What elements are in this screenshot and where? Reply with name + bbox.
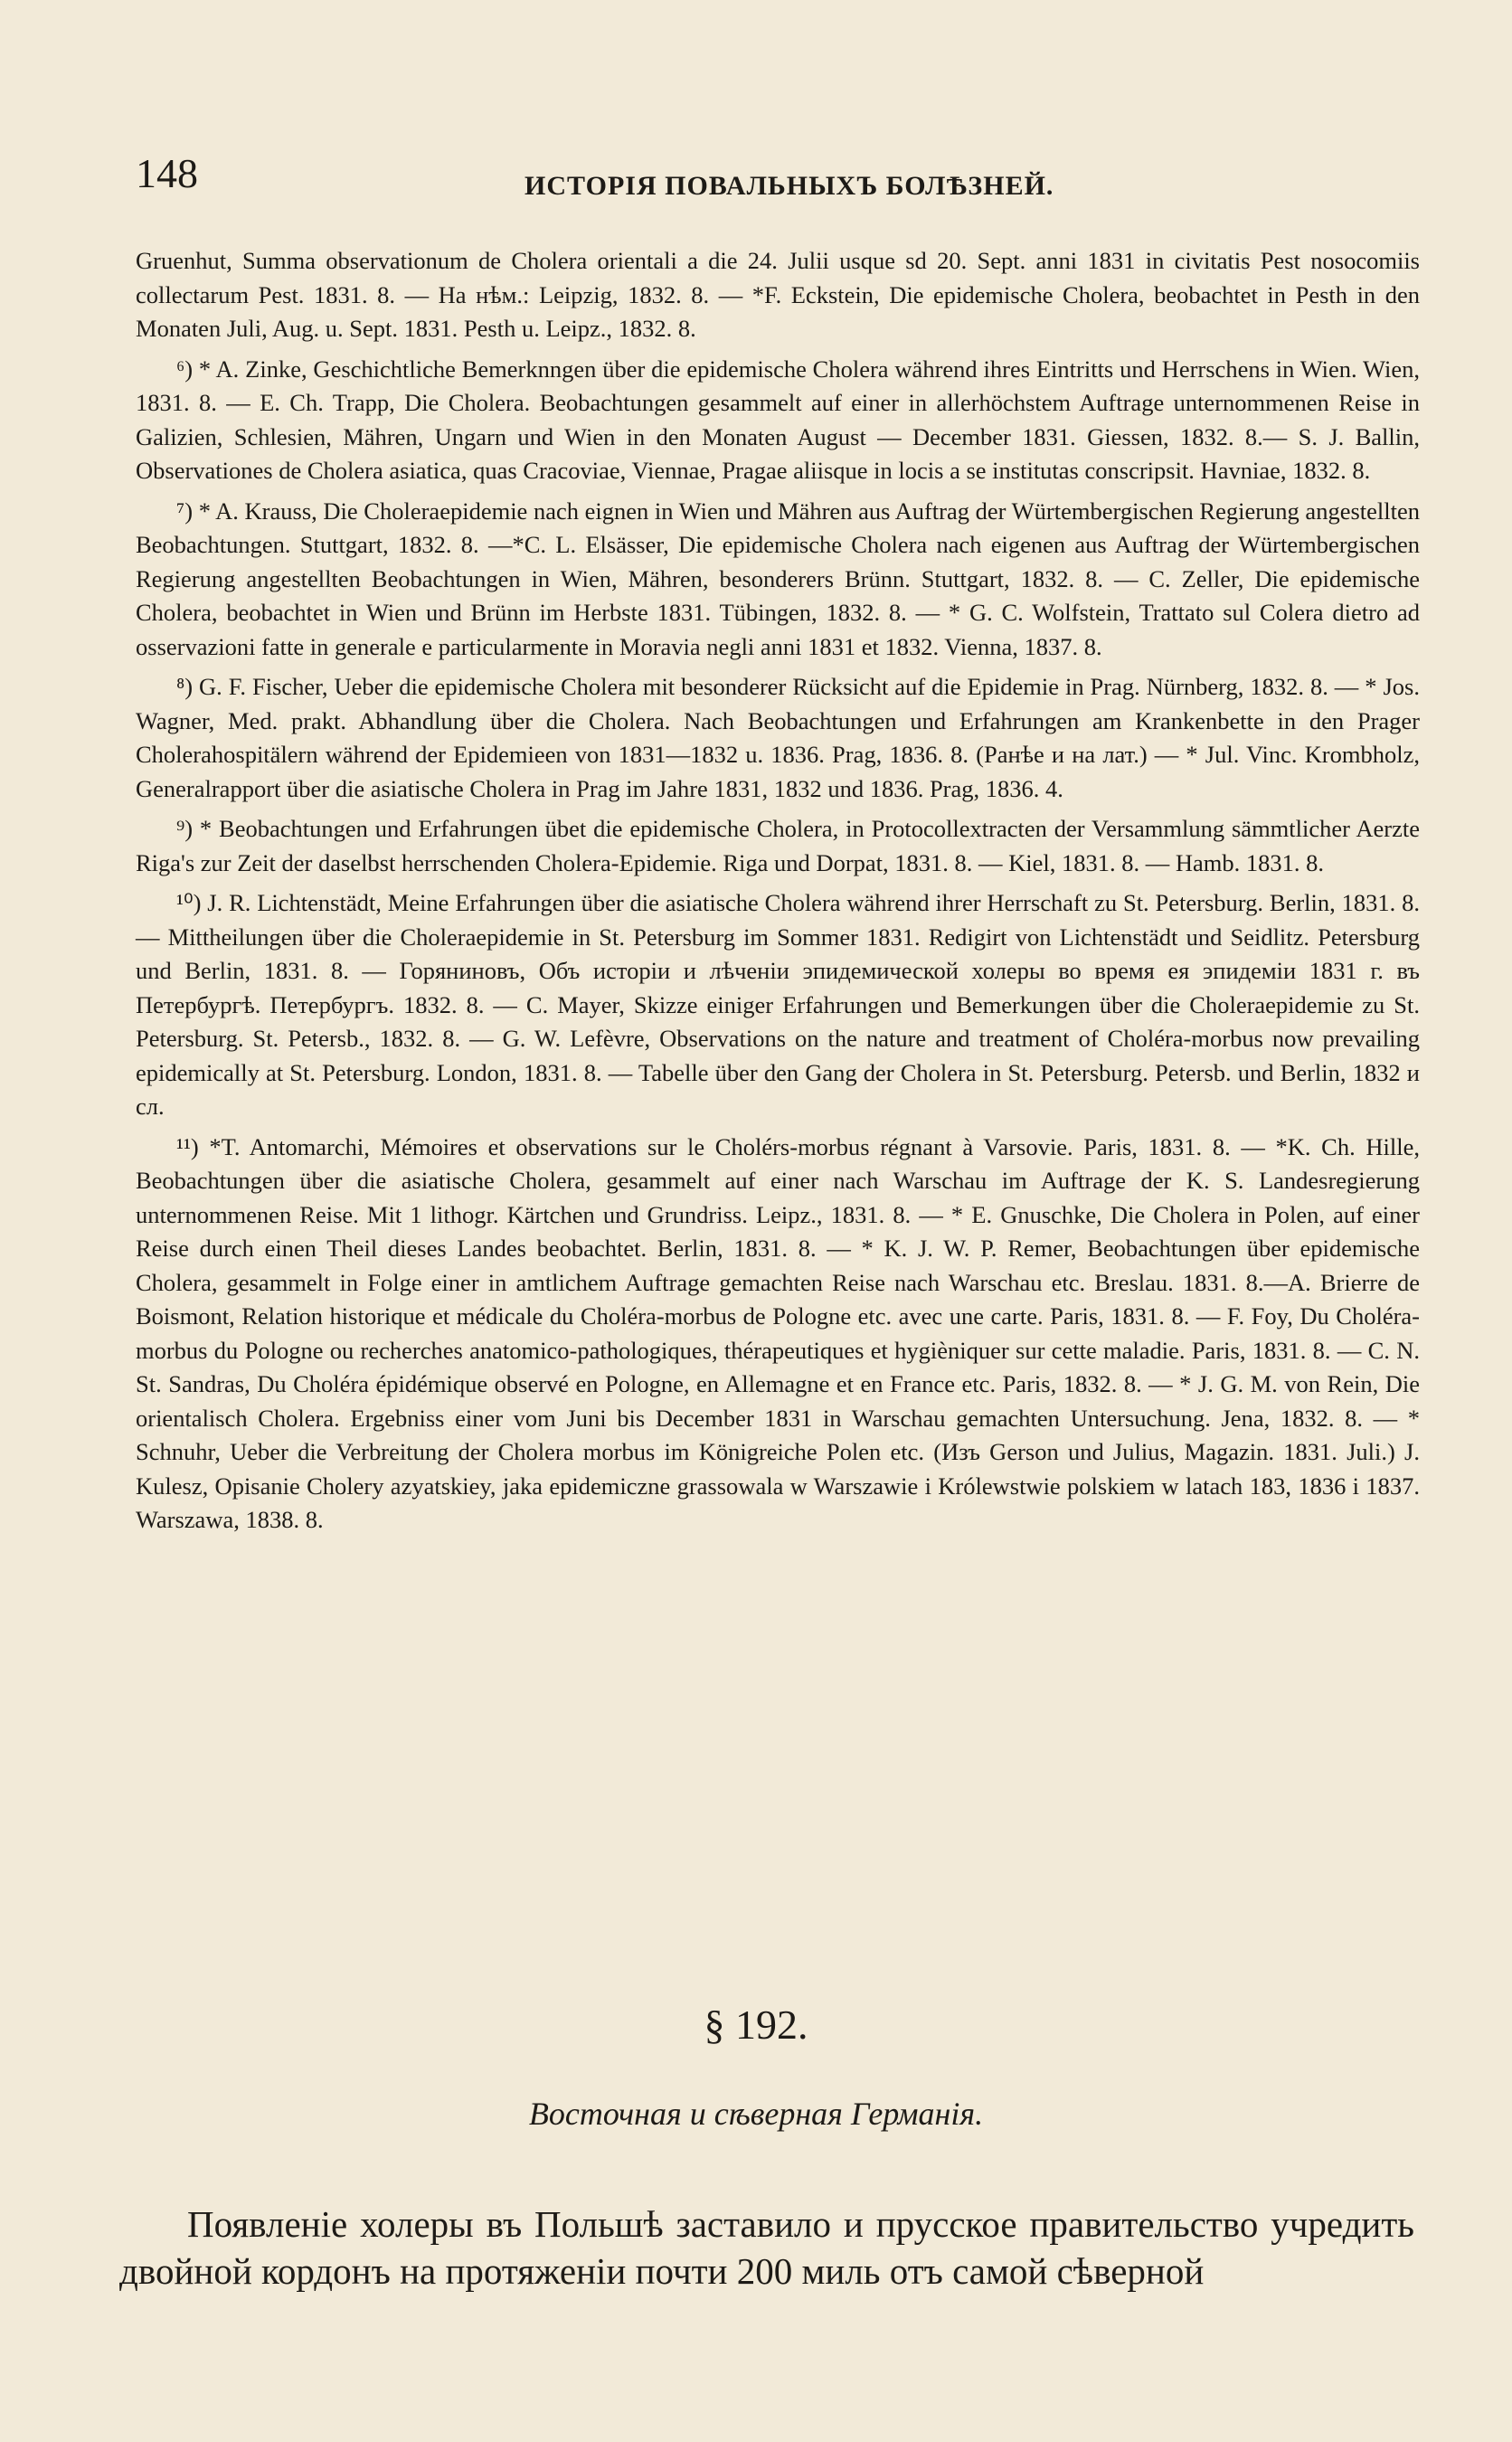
section-subtitle: Восточная и сѣверная Германія. bbox=[528, 2096, 984, 2132]
body-paragraph: Появленіе холеры въ Польшѣ заставило и прусское правительство учредить двойной кордонъ на протяженіи почти 200 миль отъ самой сѣверной bbox=[119, 2203, 1414, 2292]
footnote-continuation: Gruenhut, Summa observationum de Cholera orientali a die 24. Julii usque sd 20. Sept. anni 1831 in civitatis Pest nosocomiis collectarum Pest. 1831. 8. — На нѣм.: Leipzig, 1832. 8. — *F. Eckstein, Die epidemische Cholera, beobachtet in Pesth in den Monaten Juli, Aug. u. Sept. 1831. Pesth u. Leipz., 1832. 8. bbox=[136, 247, 1420, 342]
footnotes bbox=[136, 244, 1420, 1544]
footnote-10: ¹⁰) J. R. Lichtenstädt, Meine Erfahrungen über die asiatische Cholera während ihrer Herrschaft zu St. Petersburg. Berlin, 1831. 8. — Mittheilungen über die Choleraepidemie in St. Petersburg im Sommer 1831. Redigirt von Lichtenstädt und Seidlitz. Petersburg und Berlin, 1831. 8. — Горяниновъ, Объ исторіи и лѣченіи эпидемической холеры во время ея эпидеміи 1831 г. въ Петербургѣ. Петербургъ. 1832. 8. — C. Mayer, Skizze einiger Erfahrungen und Bemerkungen über die Choleraepidemie zu St. Petersburg. St. Petersb., 1832. 8. — G. W. Lefèvre, Observations on the nature and treatment of Choléra-morbus now prevailing epidemically at St. Petersburg. London, 1831. 8. — Tabelle über den Gang der Cholera in St. Petersburg. Petersb. und Berlin, 1832 и сл. bbox=[136, 889, 1420, 1120]
page-header bbox=[136, 149, 1356, 204]
footnote-9: ⁹) * Beobachtungen und Erfahrungen übet die epidemische Cholera, in Protocollextracten der Versammlung sämmtlicher Aerzte Riga's zur Zeit der daselbst herrschenden Cholera-Epidemie. Riga und Dorpat, 1831. 8. — Kiel, 1831. 8. — Hamb. 1831. 8. bbox=[136, 815, 1420, 876]
page-number: 148 bbox=[136, 150, 198, 196]
section-number: § 192. bbox=[704, 2002, 808, 2048]
footnote-7: ⁷) * A. Krauss, Die Choleraepidemie nach eignen in Wien und Mähren aus Auftrag der Würtembergischen Regierung angestellten Beobachtungen. Stuttgart, 1832. 8. —*C. L. Elsässer, Die epidemische Cholera nach eigenen aus Auftrag der Würtembergischen Regierung angestellten Beobachtungen in Wien, Mähren, besonderers Brünn. Stuttgart, 1832. 8. — C. Zeller, Die epidemische Cholera, beobachtet in Wien und Brünn im Herbste 1831. Tübingen, 1832. 8. — * G. C. Wolfstein, Trattato sul Colera dietro ad osservazioni fatte in generale e particularmente in Moravia negli anni 1831 et 1832. Vienna, 1837. 8. bbox=[136, 497, 1420, 660]
running-title: ИСТОРІЯ ПОВАЛЬНЫХЪ БОЛѢЗНЕЙ. bbox=[524, 171, 1054, 201]
footnote-6: ⁶) * A. Zinke, Geschichtliche Bemerknngen über die epidemische Cholera während ihres Eintritts und Herrschens in Wien. Wien, 1831. 8. — E. Ch. Trapp, Die Cholera. Beobachtungen gesammelt auf einer in allerhöchstem Auftrage unternommenen Reise in Galizien, Schlesien, Mähren, Ungarn und Wien in den Monaten August — December 1831. Giessen, 1832. 8.— S. J. Ballin, Observationes de Cholera asiatica, quas Cracoviae, Viennae, Pragae aliisque in locis a se institutas conscripsit. Havniae, 1832. 8. bbox=[136, 355, 1420, 484]
footnote-11: ¹¹) *T. Antomarchi, Mémoires et observations sur le Cholérs-morbus régnant à Varsovie. Paris, 1831. 8. — *K. Ch. Hille, Beobachtungen über die asiatische Cholera, gesammelt auf einer nach Warschau im Auftrage der K. S. Landesregierung unternommenen Reise. Mit 1 lithogr. Kärtchen und Grundriss. Leipz., 1831. 8. — * E. Gnuschke, Die Cholera in Polen, auf einer Reise durch einen Theil dieses Landes beobachtet. Berlin, 1831. 8. — * K. J. W. P. Remer, Beobachtungen über epidemische Cholera, gesammelt in Folge einer in amtlichem Auftrage gemachten Reise nach Warschau etc. Breslau. 1831. 8.—A. Brierre de Boismont, Relation historique et médicale du Choléra-morbus de Pologne etc. avec une carte. Paris, 1831. 8. — F. Foy, Du Choléra-morbus du Pologne ou recherches anatomico-pathologiques, thérapeutiques et hygièniquer sur cette maladie. Paris, 1831. 8. — C. N. St. Sandras, Du Choléra épidémique observé en Pologne, en Allemagne et en France etc. Paris, 1832. 8. — * J. G. M. von Rein, Die orientalisch Cholera. Ergebniss einer vom Juni bis December 1831 in Warschau gemachten Untersuchung. Jena, 1832. 8. — * Schnuhr, Ueber die Verbreitung der Cholera morbus im Königreiche Polen etc. (Изъ Gerson und Julius, Magazin. 1831. Juli.) J. Kulesz, Opisanie Cholery azyatskiey, jaka epidemiczne grassowala w Warszawie i Królewstwie polskiem w latach 183, 1836 i 1837. Warszawa, 1838. 8. bbox=[136, 1132, 1420, 1533]
footnote-8: ⁸) G. F. Fischer, Ueber die epidemische Cholera mit besonderer Rücksicht auf die Epidemie in Prag. Nürnberg, 1832. 8. — * Jos. Wagner, Med. prakt. Abhandlung über die Cholera. Nach Beobachtungen und Erfahrungen am Krankenbette in den Prager Cholerahospitälern während der Epidemieen von 1831—1832 u. 1836. Prag, 1836. 8. (Ранѣе и на лат.) — * Jul. Vinc. Krombholz, Generalrapport über die asiatische Cholera in Prag im Jahre 1831, 1832 und 1836. Prag, 1836. 4. bbox=[136, 673, 1420, 802]
